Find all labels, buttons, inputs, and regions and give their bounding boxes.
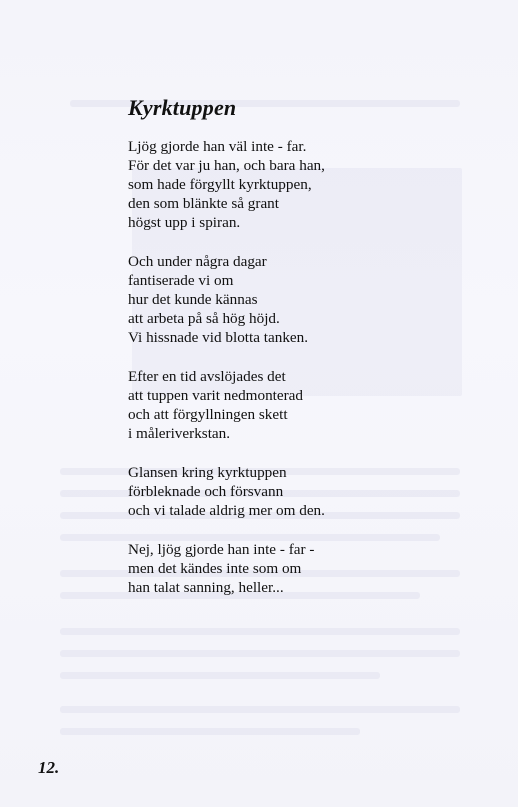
poem-line: hur det kunde kännas: [128, 291, 258, 308]
bleed-through-line: [60, 728, 360, 735]
poem-line: att arbeta på så hög höjd.: [128, 310, 280, 327]
poem-line: Glansen kring kyrktuppen: [128, 464, 287, 481]
poem-stanza: [128, 367, 488, 443]
poem-line: och vi talade aldrig mer om den.: [128, 502, 325, 519]
poem-line: och att förgyllningen skett: [128, 406, 288, 423]
bleed-through-line: [60, 706, 460, 713]
bleed-through-line: [60, 628, 460, 635]
bleed-through-line: [60, 650, 460, 657]
poem-line: Vi hissnade vid blotta tanken.: [128, 329, 309, 346]
poem-line: Ljög gjorde han väl inte - far.: [128, 138, 307, 155]
poem-line: Nej, ljög gjorde han inte - far -: [128, 541, 315, 558]
poem-stanza: [128, 252, 488, 347]
poem-stanza: [128, 137, 488, 232]
poem-line: Efter en tid avslöjades det: [128, 368, 286, 385]
poem-line: Och under några dagar: [128, 253, 267, 270]
poem-line: att tuppen varit nedmonterad: [128, 387, 304, 404]
poem-line: högst upp i spiran.: [128, 214, 241, 231]
poem-line: förbleknade och försvann: [128, 483, 284, 500]
poem-body: [128, 137, 488, 617]
poem-line: För det var ju han, och bara han,: [128, 157, 325, 174]
poem-line: fantiserade vi om: [128, 272, 234, 289]
poem-stanza: [128, 540, 488, 597]
poem-line: han talat sanning, heller...: [128, 579, 284, 596]
poem-stanza: [128, 463, 488, 520]
poem-line: den som blänkte så grant: [128, 195, 279, 212]
bleed-through-line: [60, 672, 380, 679]
poem-line: men det kändes inte som om: [128, 560, 302, 577]
poem-title: Kyrktuppen: [128, 95, 237, 120]
poem-line: i måleriverkstan.: [128, 425, 231, 442]
poem-line: som hade förgyllt kyrktuppen,: [128, 176, 312, 193]
page-number: 12.: [38, 758, 60, 777]
